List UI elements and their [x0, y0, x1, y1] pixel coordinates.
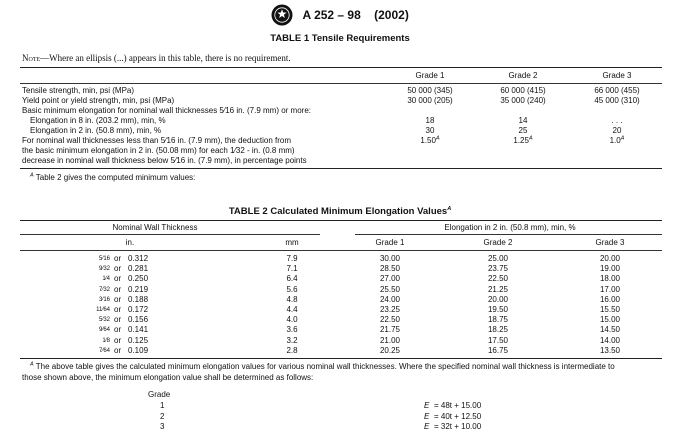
table2-cell-frac: 3⁄16 — [98, 296, 110, 303]
table2-cell-frac: 1⁄4 — [102, 276, 110, 283]
table2-head-elongation: Elongation in 2 in. (50.8 mm), min, % — [444, 223, 576, 232]
formula-rhs: = 32t + 10.00 — [434, 422, 482, 431]
table2-cell-frac: 5⁄16 — [98, 256, 110, 262]
table1-title: TABLE 1 Tensile Requirements — [270, 33, 410, 44]
table2-cell-mm: 3.6 — [286, 325, 298, 335]
table1-cell-deduction: $1.25^A$ — [513, 135, 533, 145]
table2-cell-g2: 16.75 — [487, 345, 509, 355]
table2-cell-g3: 17.00 — [599, 284, 621, 294]
formula-grade: 2 — [160, 411, 165, 421]
table2-or-word: or — [114, 325, 122, 335]
table2-cell-mm: 3.2 — [286, 335, 298, 345]
table2-cell-g3: 20.00 — [599, 254, 621, 263]
table2-cell-mm: 2.8 — [286, 345, 298, 355]
table2-cell-dec: 0.188 — [128, 294, 149, 304]
table2-cell-g3: 15.00 — [599, 315, 621, 325]
table2-cell-g2: 23.75 — [487, 264, 509, 274]
table2-cell-frac: 9⁄32 — [98, 266, 110, 273]
table2-cell-mm: 4.8 — [286, 294, 298, 304]
table2-col-grade1: Grade 1 — [375, 238, 405, 247]
table2-head-thickness: Nominal Wall Thickness — [112, 223, 198, 232]
designation: A 252 – 98 — [302, 8, 361, 22]
table2-cell-g1: 21.00 — [379, 335, 401, 345]
table2-cell-g1: 25.50 — [379, 284, 401, 294]
table2-cell-frac: 9⁄64 — [98, 327, 110, 334]
table2-cell-mm: 6.4 — [286, 274, 298, 284]
table2-or-word: or — [114, 284, 122, 294]
table2-cell-dec: 0.312 — [128, 254, 149, 263]
table2-cell-dec: 0.109 — [128, 345, 149, 355]
table1-cell-deduction: $1.50^A$ — [420, 135, 440, 145]
table1-cell: 60 000 (415) — [500, 86, 546, 95]
table2-cell-g1: 27.00 — [379, 274, 401, 284]
table2-cell-g1: 21.75 — [379, 325, 401, 335]
table2-cell-frac: 7⁄64 — [98, 347, 110, 354]
table1-cell: . . . — [611, 116, 623, 125]
table2-cell-mm: 7.1 — [286, 264, 298, 274]
table1-footnote: $^A$ Table 2 gives the computed minimum values: — [30, 172, 196, 182]
table2-cell-g1: 24.00 — [379, 294, 401, 304]
table2-or-word: or — [114, 274, 122, 284]
table2-footnote-line1: $^A$ The above table gives the calculated minimum elongation values for various nominal wall thicknesses. Where the specified nominal wall thickness is intermediate to — [30, 361, 615, 371]
table1-cell: 30 — [425, 126, 435, 135]
table2-cell-dec: 0.141 — [128, 325, 149, 335]
table2-bottom-rule — [20, 358, 662, 359]
formula-rhs: = 40t + 12.50 — [434, 411, 482, 421]
table1-top-rule — [20, 67, 662, 68]
table1-cell: 50 000 (345) — [407, 86, 453, 95]
table2-or-word: or — [114, 345, 122, 355]
table1-cell: 66 000 (455) — [594, 86, 640, 95]
table2-cell-g3: 14.00 — [599, 335, 621, 345]
table1-row-label: Basic minimum elongation for nominal wall thicknesses 5⁄16 in. (7.9 mm) or more: — [22, 106, 312, 115]
table2-cell-dec: 0.250 — [128, 274, 149, 284]
table2-title: TABLE 2 Calculated Minimum Elongation Values$^A$ — [228, 205, 452, 217]
table2-cell-mm: 4.0 — [286, 315, 298, 325]
formula-grade: 1 — [160, 401, 165, 410]
note-text: —Where an ellipsis (...) appears in this table, there is no requirement. — [40, 53, 291, 63]
formula-head: Grade — [148, 390, 171, 399]
table1-cell: 30 000 (205) — [407, 96, 453, 105]
table1-cell: 18 — [425, 116, 435, 125]
table1-row-label: Elongation in 2 in. (50.8 mm), min, % — [30, 126, 162, 135]
table2-or-word: or — [114, 254, 122, 263]
formula-rhs: = 48t + 15.00 — [434, 401, 482, 410]
table1-bottom-rule — [20, 168, 662, 169]
table2-cell-g3: 15.50 — [599, 305, 621, 314]
table1-cell: 35 000 (240) — [500, 96, 546, 105]
table2-cell-g1: 30.00 — [379, 254, 401, 263]
table1-row-label: For nominal wall thicknesses less than 5⁄16 in. (7.9 mm), the deduction from — [22, 136, 292, 145]
table1-row-label: Tensile strength, min, psi (MPa) — [22, 86, 135, 95]
table2-cell-dec: 0.219 — [128, 284, 149, 294]
table1-cell: 25 — [518, 126, 528, 135]
table2-or-word: or — [114, 294, 122, 304]
table2-cell-g2: 18.25 — [487, 325, 509, 335]
table1-col-grade1: Grade 1 — [415, 71, 445, 80]
formula-lhs: E — [424, 411, 430, 421]
table2-col-mm: mm — [285, 238, 299, 247]
table2-cell-dec: 0.125 — [128, 335, 149, 345]
table2-or-word: or — [114, 305, 122, 314]
table2-cell-g3: 18.00 — [599, 274, 621, 284]
table1-cell-deduction: $1.0^A$ — [609, 135, 625, 145]
table2-cell-g1: 22.50 — [379, 315, 401, 325]
table2-footnote-line2: those shown above, the minimum elongation value shall be determined as follows: — [22, 373, 314, 382]
table1-cell: 14 — [518, 116, 528, 125]
table2-cell-g1: 28.50 — [379, 264, 401, 274]
table2-top-rule — [20, 220, 662, 221]
table2-or-word: or — [114, 264, 122, 274]
designation-year: (2002) — [374, 8, 409, 22]
astm-logo-icon — [271, 4, 293, 26]
table2-cell-frac: 1⁄8 — [102, 337, 110, 344]
table1-cell: 20 — [612, 126, 622, 135]
table2-cell-g2: 22.50 — [487, 274, 509, 284]
table2-col-grade2: Grade 2 — [483, 238, 513, 247]
table2-or-word: or — [114, 315, 122, 325]
table2-cell-g2: 17.50 — [487, 335, 509, 345]
table2-cell-g2: 20.00 — [487, 294, 509, 304]
table2-cell-frac: 7⁄32 — [98, 286, 110, 293]
table1-note — [22, 53, 291, 63]
table2-subrule-right — [355, 234, 662, 235]
table1-row-label: Elongation in 8 in. (203.2 mm), min, % — [30, 116, 166, 125]
document-header — [0, 4, 680, 26]
formula-lhs: E — [424, 401, 430, 410]
table2-head-rule — [20, 250, 662, 251]
table2-cell-g3: 16.00 — [599, 294, 621, 304]
table1-head-rule — [20, 83, 662, 84]
table2-subrule-left — [20, 234, 320, 235]
table2-cell-dec: 0.281 — [128, 264, 149, 274]
table2-cell-g2: 19.50 — [487, 305, 509, 314]
table2-cell-g2: 18.75 — [487, 315, 509, 325]
table2-cell-g2: 25.00 — [487, 254, 509, 263]
table1-row-label: decrease in nominal wall thickness below 5⁄16 in. (7.9 mm), in percentage points — [22, 156, 307, 165]
table2-cell-mm: 4.4 — [286, 305, 298, 314]
table2-cell-g2: 21.25 — [487, 284, 509, 294]
formula-grade: 3 — [160, 422, 165, 431]
table2-col-in: in. — [125, 238, 135, 247]
table2-col-grade3: Grade 3 — [595, 238, 625, 247]
table2-cell-mm: 7.9 — [286, 254, 298, 263]
table2-cell-g3: 14.50 — [599, 325, 621, 335]
table2-cell-dec: 0.172 — [128, 305, 149, 314]
formula-lhs: E — [424, 422, 430, 431]
table1-cell: 45 000 (310) — [594, 96, 640, 105]
table1-col-grade2: Grade 2 — [508, 71, 538, 80]
table2-cell-frac: 11⁄64 — [96, 307, 110, 313]
table2-cell-g1: 20.25 — [379, 345, 401, 355]
table2-cell-g3: 13.50 — [599, 345, 621, 355]
table2-cell-dec: 0.156 — [128, 315, 149, 325]
table2-cell-g3: 19.00 — [599, 264, 621, 274]
table2-cell-g1: 23.25 — [379, 305, 401, 314]
table2-cell-mm: 5.6 — [286, 284, 298, 294]
table2-or-word: or — [114, 335, 122, 345]
table2-cell-frac: 5⁄32 — [98, 317, 110, 324]
table1-row-label: the basic minimum elongation in 2 in. (50.08 mm) for each 1⁄32 - in. (0.8 mm) — [22, 146, 295, 155]
table1-row-label: Yield point or yield strength, min, psi (MPa) — [22, 96, 175, 105]
table1-col-grade3: Grade 3 — [602, 71, 632, 80]
note-label: Note — [22, 53, 41, 63]
